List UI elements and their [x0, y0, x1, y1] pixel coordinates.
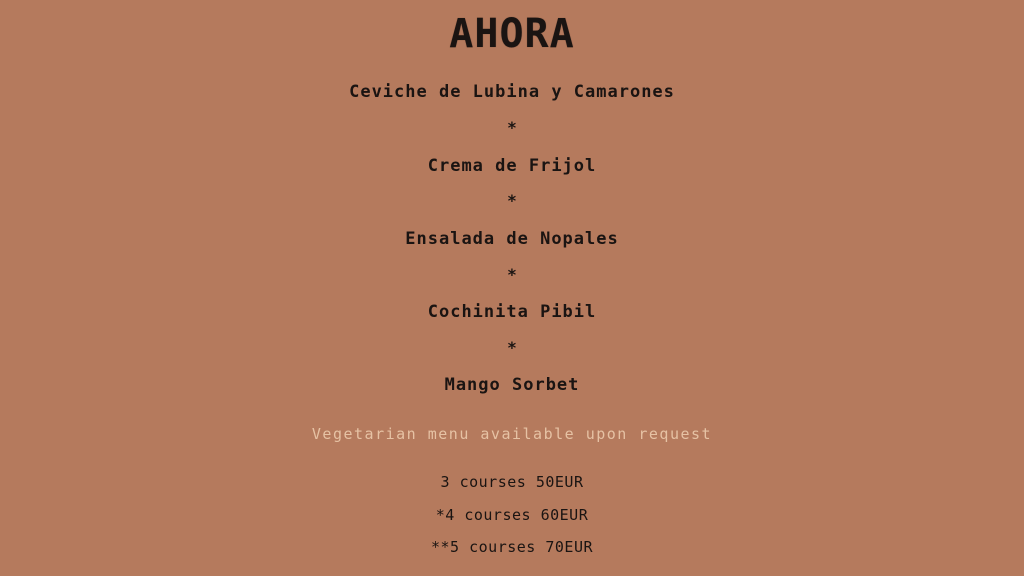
course-item-1: Ceviche de Lubina y Camarones [349, 82, 675, 102]
course-item-2: Crema de Frijol [427, 156, 597, 176]
course-item-4: Cochinita Pibil [427, 302, 597, 322]
course-item-3: Ensalada de Nopales [405, 229, 619, 249]
course-separator: * [507, 265, 517, 284]
price-3-courses: 3 courses 50EUR [440, 473, 584, 491]
vegetarian-note: Vegetarian menu available upon request [311, 425, 713, 443]
course-separator: * [507, 338, 517, 357]
course-separator: * [507, 191, 517, 210]
price-4-courses: *4 courses 60EUR [435, 506, 589, 524]
course-separator: * [507, 118, 517, 137]
price-5-courses: **5 courses 70EUR [430, 538, 594, 556]
restaurant-title: AHORA [449, 11, 575, 57]
course-item-5: Mango Sorbet [444, 375, 580, 395]
